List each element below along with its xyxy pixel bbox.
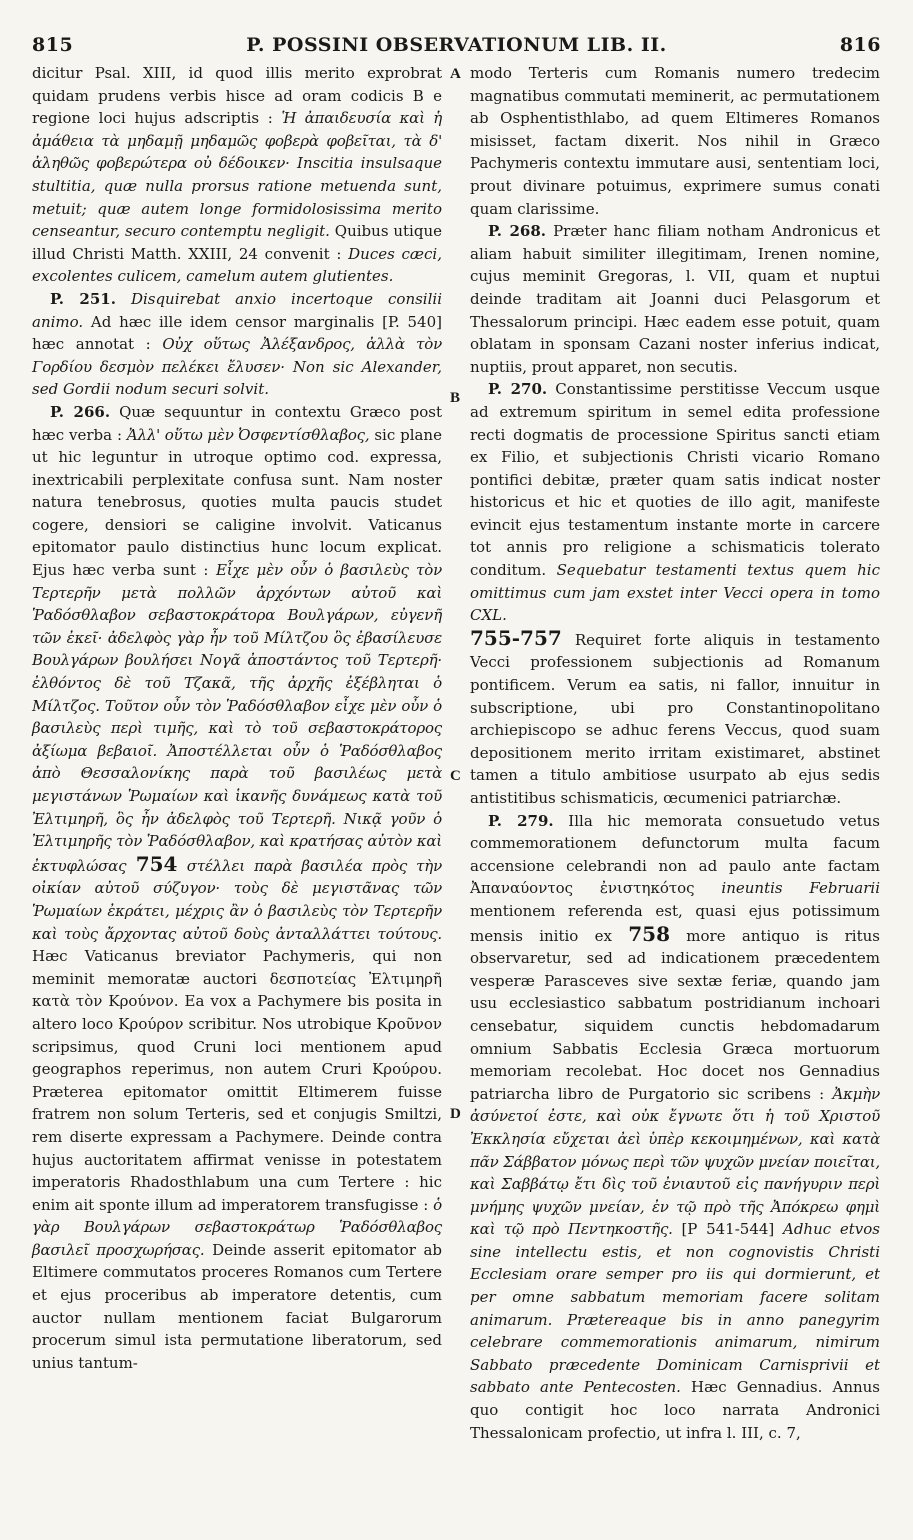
margin-mark-a: A [450,66,461,82]
margin-mark-c: C [450,768,461,784]
column-number: 758 [628,921,670,946]
running-title: P. POSSINI OBSERVATIONUM LIB. II. [246,34,667,56]
running-header [32,34,881,60]
right-column [470,62,880,1444]
paragraph: 755-757 Requiret forte aliquis in testamento Vecci professionem subjectionis ad Romanum pontificem. Verum ea satis, ni fallor, innuitur in subscriptione, ubi pro Constantinopolitano archiepiscopo se adhuc ferens Veccus, quod suam depositionem merito irritam existimaret, abstinet tamen a titulo ambitiose usurpato ab ejus sedis antistitibus schismaticis, œcumenici patriarchæ. [470,625,880,807]
column-number: 755-757 [470,625,562,650]
section-ref: P. 268. [488,222,547,241]
section-ref: P. 266. [50,402,111,421]
column-number: 754 [135,851,178,876]
margin-mark-b: B [450,390,461,406]
page-number-right: 816 [839,34,881,56]
paragraph: P. 251. Disquirebat anxio incertoque consilii animo. Ad hæc ille idem censor marginalis [P. 540] hæc annotat : Οὐχ οὕτως Ἀλέξανδρος, ἀλλὰ τὸν Γορδίου δεσμὸν πελέκει ἔλυσεν· Non sic Alexander, sed Gordii nodum securi solvit. [32,289,442,399]
paragraph: dicitur Psal. XIII, id quod illis merito exprobrat quidam prudens verbis hisce ad oram codicis B e regione loci hujus adscriptis : Ἡ ἀπαιδευσία καὶ ἡ ἀμάθεια τὰ μηδαμῇ μηδαμῶς φοβερὰ φοβεῖται, τὰ δ' ἀληθῶς φοβερώτερα οὐ δέδοικεν· Inscitia insulsaque stultitia, quæ nulla prorsus ratione metuenda sunt, metuit; quæ autem longe formidolosissima merito censeantur, securo contemptu negligit. Quibus utique illud Christi Matth. XXIII, 24 convenit : Duces cæci, excolentes culicem, camelum autem glutientes. [32,64,443,286]
paragraph: P. 266. Quæ sequuntur in contextu Græco post hæc verba : Ἀλλ' οὕτω μὲν Ὀσφεντίσθλαβος, sic plane ut hic leguntur in utroque optimo cod. expressa, inextricabili perplexitate confusa sunt. Nam noster natura tenebrosus, quoties multa paucis studet cogere, densiori se caligine involvit. Vaticanus epitomator paulo distinctius hunc locum explicat. Ejus hæc verba sunt : Εἶχε μὲν οὖν ὁ βασιλεὺς τὸν Τερτερῆν μετὰ πολλῶν ἀρχόντων αὐτοῦ καὶ Ῥαδόσθλαβον σεβαστοκράτορα Βουλγάρων, εὐγενῆ τῶν ἐκεῖ· ἀδελφὸς γὰρ ἦν τοῦ Μίλτζου ὃς ἐβασίλευσε Βουλγάρων βουλήσει Νογᾶ ἀποστάντος τοῦ Τερτερῆ· ἐλθόντος δὲ τοῦ Τζακᾶ, τῆς ἀρχῆς ἐξέβληται ὁ Μίλτζος. Τοῦτον οὖν τὸν Ῥαδόσθλαβον εἶχε μὲν οὖν ὁ βασιλεὺς περὶ τιμῆς, καὶ τὸ τοῦ σεβαστοκράτορος ἀξίωμα βεβαιοῖ. Ἀποστέλλεται οὖν ὁ Ῥαδόσθλαβος ἀπὸ Θεσσαλονίκης παρὰ τοῦ βασιλέως μετὰ μεγιστάνων Ῥωμαίων καὶ ἱκανῆς δυνάμεως κατὰ τοῦ Ἐλτιμηρῆ, ὃς ἦν ἀδελφὸς τοῦ Τερτερῆ. Νικᾷ γοῦν ὁ Ἐλτιμηρῆς τὸν Ῥαδόσθλαβον, καὶ κρατήσας αὐτὸν καὶ ἐκτυφλώσας 754 στέλλει παρὰ βασιλέα πρὸς τὴν οἰκίαν αὐτοῦ σύζυγον· τοὺς δὲ μεγιστᾶνας τῶν Ῥωμαίων ἐκράτει, μέχρις ἂν ὁ βασιλεὺς τὸν Τερτερῆν καὶ τοὺς ἄρχοντας αὐτοῦ δοὺς ἀνταλλάττει τούτους. Hæc Vaticanus breviator Pachymeris, qui non meminit memoratæ auctori δεσποτείας Ἐλτιμηρῆ κατὰ τὸν Κρούνον. Ea vox a Pachymere bis posita in altero loco Κρούρον scribitur. Nos utrobique Κροῦνον scripsimus, quod Cruni loci mentionem apud geographos reperimus, non autem Cruri Κρούρου. Præterea epitomator omittit Eltimerem fuisse fratrem non solum Terteris, sed et conjugis Smiltzi, rem diserte expressam a Pachymere. Deinde contra hujus auctoritatem affirmat venisse in potestatem imperatoris Rhadosthlabum una cum Tertere : hic enim ait sponte illum ad imperatorem transfugisse : ὁ γὰρ Βουλγάρων σεβαστοκράτωρ Ῥαδόσθλαβος βασιλεῖ προσχωρήσας. Deinde asserit epitomator ab Eltimere commutatos proceres Romanos cum Tertere et ejus proceribus ab imperatore detentis, cum auctor nullam mentionem faciat Bulgarorum procerum simul ista permutatione liberatorum, sed unius tantum- [32,402,442,1372]
paragraph: P. 279. Illa hic memorata consuetudo vetus commemorationem defunctorum multa facum accensione celebrandi non ad paulo ante factam Ἀπαναύοντος ἐνιστηκότος ineuntis Februarii mentionem referenda est, quasi ejus potissimum mensis initio ex 758 more antiquo is ritus observaretur, sed ad indicationem præcedentem vesperæ Parasceves sive sextæ feriæ, quando jam usu ecclesiastico sabbatum postridianum inchoari censebatur, siquidem cunctis hebdomadarum omnium Sabbatis Ecclesia Græca mortuorum memoriam recolebat. Hoc docet nos Gennadius patriarcha libro de Purgatorio sic scribens : Ἀκμὴν ἀσύνετοί ἐστε, καὶ οὐκ ἔγνωτε ὅτι ἡ τοῦ Χριστοῦ Ἐκκλησία εὔχεται ἀεὶ ὑπὲρ κεκοιμημένων, καὶ κατὰ πᾶν Σάββατον μόνως περὶ τῶν ψυχῶν μνείαν ποιεῖται, καὶ Σαββάτῳ ἔτι δὶς τοῦ ἐνιαυτοῦ εἰς πανήγυριν περὶ μνήμης ψυχῶν μνείαν, ἐν τῷ πρὸ τῆς Ἀπόκρεω φημὶ καὶ τῷ πρὸ Πεντηκοστῆς. [P 541-544] Adhuc etvos sine intellectu estis, et non cognovistis Christi Ecclesiam orare semper pro iis qui dormierunt, et per omne sabbatum memoriam facere solitam animarum. Prætereaque bis in anno panegyrim celebrare commemorationis animarum, nimirum Sabbato præcedente Dominicam Carnisprivii et sabbato ante Pentecosten. Hæc Gennadius. Annus quo contigit hoc loco narrata Andronici Thessalonicam profectio, ut infra l. III, c. 7, [470,811,880,1442]
page-number-left: 815 [32,34,74,56]
margin-mark-d: D [450,1106,461,1122]
left-column [32,62,442,1374]
section-ref: P. 279. [488,811,554,830]
paragraph: P. 268. Præter hanc filiam notham Andronicus et aliam habuit similiter illegitimam, Irenen nomine, cujus meminit Gregoras, l. VII, quam et nuptui deinde traditam ait Joanni duci Pelasgorum et Thessalorum principi. Hæc eadem esse potuit, quam oblatam in sponsam Cazani noster inferius indicat, nuptiis, prout apparet, non secutis. [470,222,880,376]
section-ref: P. 251. [50,289,116,308]
paragraph: P. 270. Constantissime perstitisse Veccum usque ad extremum spiritum in semel edita professione recti dogmatis de processione Spiritus sancti etiam ex Filio, et subjectionis Christi vicario Romano pontifici debitæ, præter quam satis indicat noster historicus et hic et quoties de illo agit, manifeste evincit ejus testamentum instante morte in carcere tot annis pro religione a schismaticis tolerato conditum. Sequebatur testamenti textus quem hic omittimus cum jam exstet inter Vecci opera in tomo CXL. [470,380,880,625]
paragraph: modo Terteris cum Romanis numero tredecim magnatibus commutati meminerit, ac permutationem ab Osphentisthlabo, ad quem Eltimeres Romanos misisset, factam dixerit. Nos nihil in Græco Pachymeris contextu immutare ausi, sententiam loci, prout divinare potuimus, exprimere sumus conati quam clarissime. [470,64,880,218]
section-ref: P. 270. [488,380,548,399]
